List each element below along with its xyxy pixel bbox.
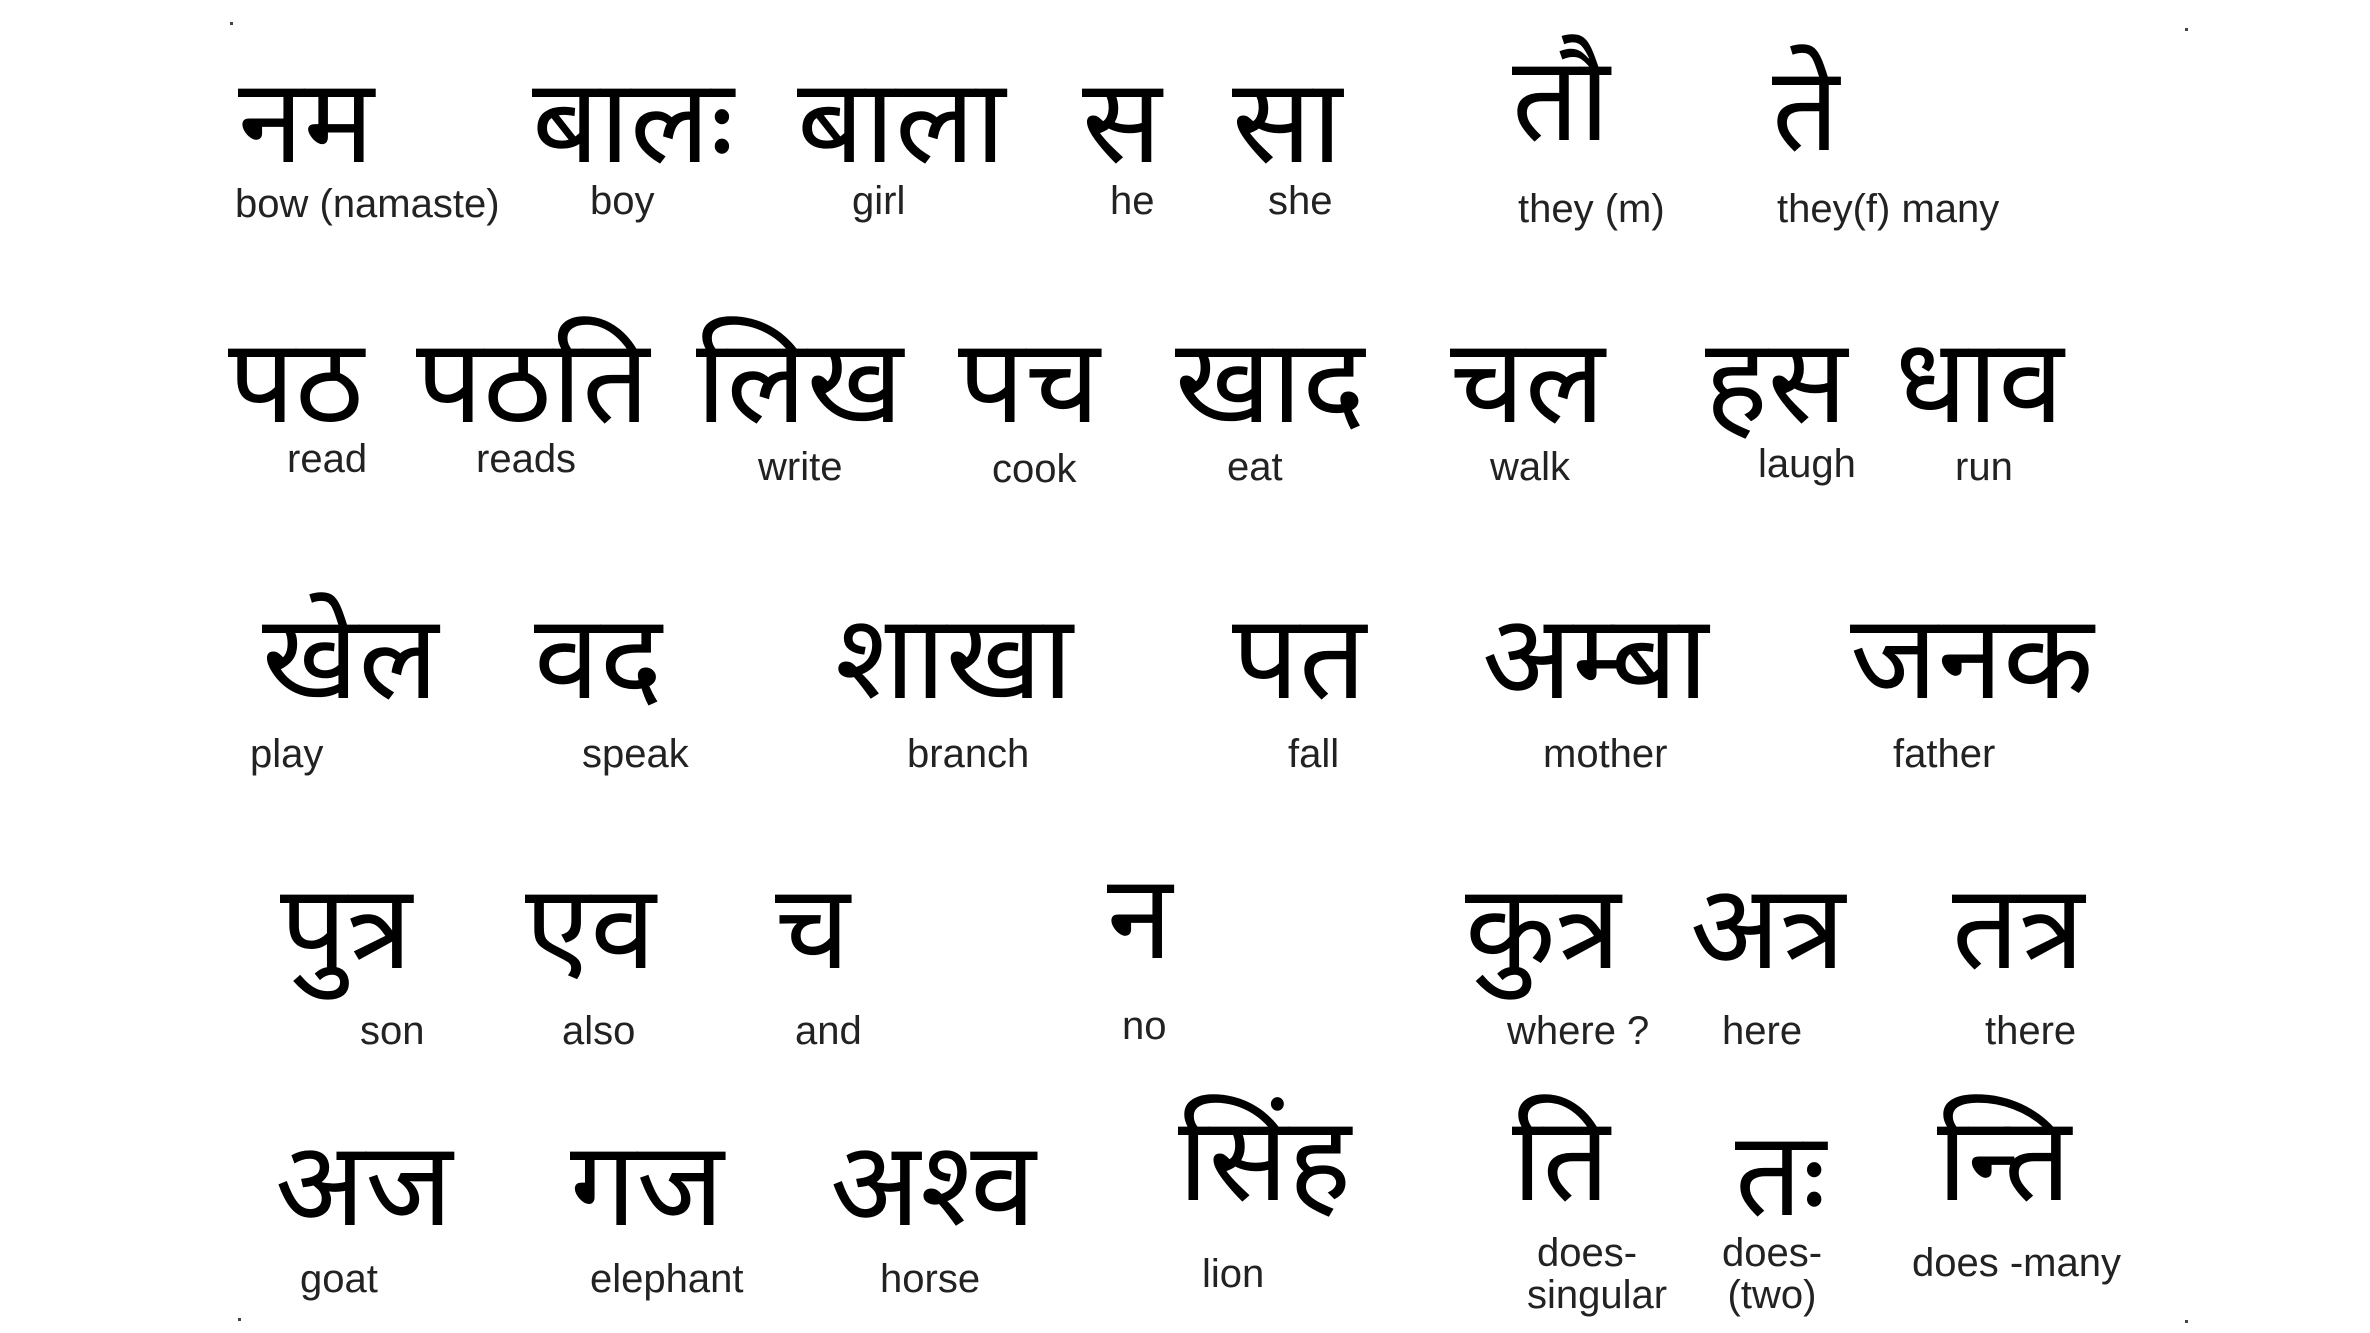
english-gloss: write (758, 445, 843, 489)
english-gloss: eat (1227, 445, 1283, 489)
devanagari-word: न (1107, 848, 1173, 986)
english-gloss: does -many (1912, 1241, 2121, 1285)
devanagari-word: पठति (416, 312, 650, 450)
english-gloss: and (795, 1009, 862, 1053)
english-gloss: read (287, 437, 368, 481)
devanagari-word: खेल (262, 588, 439, 726)
english-gloss: play (250, 732, 324, 776)
devanagari-word: गज (570, 1115, 724, 1253)
devanagari-word: शाखा (835, 588, 1073, 726)
english-gloss: where ? (1507, 1009, 1650, 1053)
english-gloss: horse (880, 1257, 981, 1301)
devanagari-word: स (1082, 52, 1162, 190)
english-gloss: walk (1490, 445, 1571, 489)
english-gloss: laugh (1758, 442, 1856, 486)
english-gloss: also (562, 1009, 636, 1053)
corner-mark (238, 1318, 241, 1321)
english-gloss: cook (992, 447, 1077, 491)
english-gloss: lion (1202, 1252, 1265, 1296)
devanagari-word: अश्व (830, 1115, 1036, 1253)
devanagari-word: तत्र (1952, 858, 2085, 996)
devanagari-word: सिंह (1178, 1090, 1351, 1228)
english-gloss: there (1985, 1009, 2077, 1053)
devanagari-word: नम (238, 52, 375, 190)
devanagari-word: ति (1512, 1090, 1610, 1228)
english-gloss: reads (476, 437, 577, 481)
devanagari-word: च (775, 858, 850, 996)
english-gloss: she (1268, 179, 1333, 223)
devanagari-word: जनक (1850, 588, 2094, 726)
devanagari-word: ते (1772, 40, 1840, 178)
devanagari-word: बाला (797, 52, 1006, 190)
english-gloss: bow (namaste) (235, 182, 500, 226)
devanagari-word: पठ (228, 312, 364, 450)
devanagari-word: अम्बा (1482, 588, 1709, 726)
devanagari-word: सा (1232, 52, 1343, 190)
devanagari-word: हस (1705, 312, 1848, 450)
devanagari-word: चल (1450, 312, 1605, 450)
english-gloss: here (1722, 1009, 1803, 1053)
devanagari-word: अत्र (1690, 858, 1846, 996)
english-gloss: fall (1288, 732, 1340, 776)
english-gloss: goat (300, 1257, 378, 1301)
devanagari-word: पुत्र (280, 858, 413, 996)
english-gloss: they (m) (1518, 187, 1665, 231)
devanagari-word: खाद (1175, 312, 1365, 450)
devanagari-word: तः (1735, 1105, 1827, 1243)
corner-mark (230, 22, 233, 25)
english-gloss: does- (two) (1721, 1231, 1823, 1317)
english-gloss: speak (582, 732, 689, 776)
corner-mark (2185, 28, 2188, 31)
devanagari-word: कुत्र (1465, 858, 1621, 996)
english-gloss: son (360, 1009, 425, 1053)
devanagari-word: लिख (696, 312, 904, 450)
english-gloss: boy (590, 179, 655, 223)
devanagari-word: अज (275, 1115, 453, 1253)
corner-mark (2185, 1320, 2188, 1323)
devanagari-word: बालः (532, 52, 734, 190)
devanagari-word: वद (534, 588, 663, 726)
devanagari-word: पच (958, 312, 1100, 450)
english-gloss: mother (1543, 732, 1668, 776)
english-gloss: branch (907, 732, 1030, 776)
english-gloss: does- singular (1527, 1231, 1668, 1317)
devanagari-word: धाव (1895, 312, 2064, 450)
english-gloss: they(f) many (1777, 187, 2000, 231)
english-gloss: he (1110, 179, 1155, 223)
english-gloss: elephant (590, 1257, 744, 1301)
english-gloss: run (1955, 445, 2013, 489)
devanagari-word: एव (525, 858, 656, 996)
english-gloss: no (1122, 1004, 1167, 1048)
devanagari-word: न्ति (1937, 1090, 2072, 1228)
english-gloss: girl (852, 179, 906, 223)
english-gloss: father (1893, 732, 1996, 776)
devanagari-word: तौ (1512, 30, 1610, 168)
devanagari-word: पत (1232, 588, 1367, 726)
